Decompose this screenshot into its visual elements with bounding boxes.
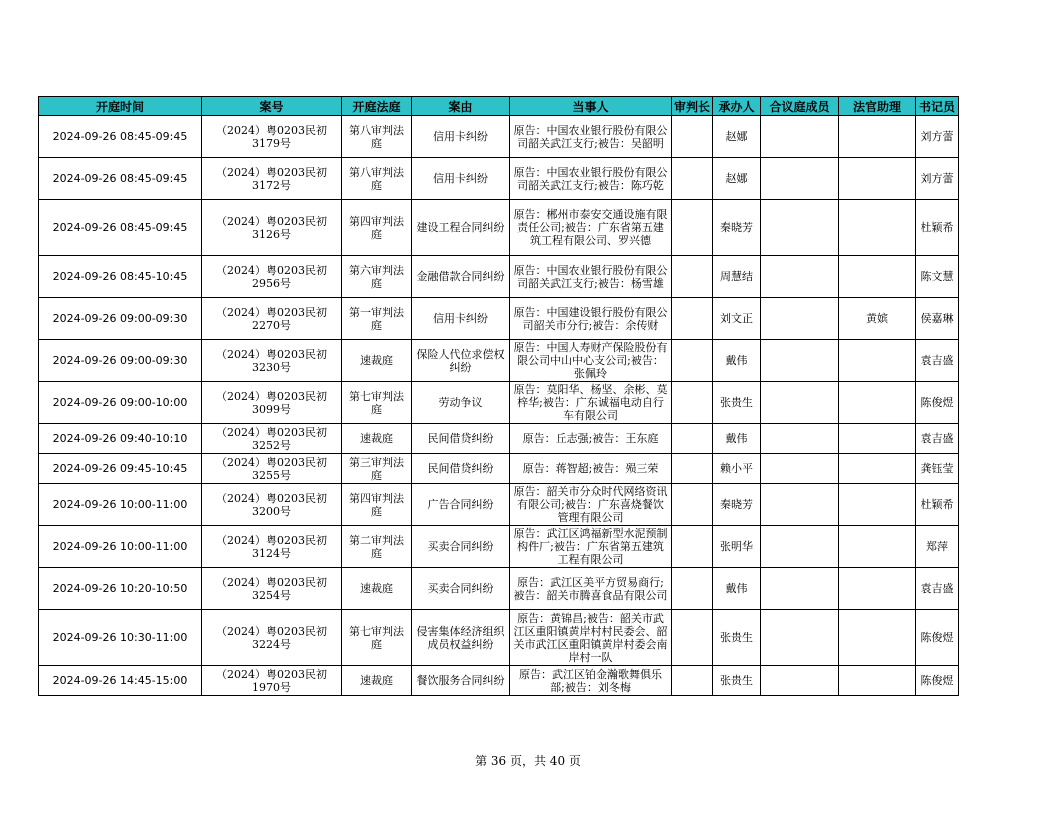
header-handler: 承办人 [713, 97, 761, 116]
cell-hearing-time: 2024-09-26 08:45-09:45 [39, 158, 202, 200]
cell-hearing-time: 2024-09-26 08:45-09:45 [39, 200, 202, 256]
cell-case-number: （2024）粤0203民初3255号 [202, 454, 342, 484]
cell-courtroom: 速裁庭 [342, 424, 412, 454]
cell-panel-members [761, 382, 839, 424]
cell-courtroom: 第八审判法庭 [342, 116, 412, 158]
cell-hearing-time: 2024-09-26 09:00-09:30 [39, 340, 202, 382]
cell-judge-assistant [839, 454, 916, 484]
cell-cause: 买卖合同纠纷 [412, 568, 510, 610]
cell-courtroom: 第四审判法庭 [342, 200, 412, 256]
cell-parties: 原告：中国农业银行股份有限公司韶关武江支行;被告：吴韶明 [510, 116, 672, 158]
cell-judge-assistant [839, 256, 916, 298]
cell-chief-judge [672, 200, 713, 256]
cell-handler: 张贵生 [713, 610, 761, 666]
cell-clerk: 杜颖希 [916, 200, 959, 256]
cell-case-number: （2024）粤0203民初3224号 [202, 610, 342, 666]
cell-cause: 民间借贷纠纷 [412, 424, 510, 454]
cell-courtroom: 第三审判法庭 [342, 454, 412, 484]
cell-panel-members [761, 484, 839, 526]
header-parties: 当事人 [510, 97, 672, 116]
table-header-row [39, 97, 959, 116]
cell-judge-assistant [839, 484, 916, 526]
cell-handler: 张贵生 [713, 382, 761, 424]
cell-panel-members [761, 610, 839, 666]
cell-case-number: （2024）粤0203民初3230号 [202, 340, 342, 382]
cell-handler: 张贵生 [713, 666, 761, 696]
cell-handler: 赵娜 [713, 116, 761, 158]
cell-parties: 原告：丘志强;被告：王东庭 [510, 424, 672, 454]
cell-clerk: 侯嘉琳 [916, 298, 959, 340]
table-row [39, 298, 959, 340]
cell-cause: 信用卡纠纷 [412, 298, 510, 340]
cell-judge-assistant [839, 526, 916, 568]
cell-panel-members [761, 666, 839, 696]
cell-hearing-time: 2024-09-26 14:45-15:00 [39, 666, 202, 696]
header-case-number: 案号 [202, 97, 342, 116]
cell-clerk: 刘方蕾 [916, 158, 959, 200]
table-row [39, 568, 959, 610]
cell-panel-members [761, 340, 839, 382]
cell-parties: 原告：武江区鸿福新型水泥预制构件厂;被告：广东省第五建筑工程有限公司 [510, 526, 672, 568]
cell-panel-members [761, 526, 839, 568]
cell-case-number: （2024）粤0203民初2956号 [202, 256, 342, 298]
table-row [39, 610, 959, 666]
cell-courtroom: 速裁庭 [342, 568, 412, 610]
cell-parties: 原告：莫阳华、杨坚、余彬、莫梓华;被告：广东诚福电动自行车有限公司 [510, 382, 672, 424]
cell-handler: 张明华 [713, 526, 761, 568]
cell-handler: 戴伟 [713, 568, 761, 610]
cell-courtroom: 第八审判法庭 [342, 158, 412, 200]
cell-cause: 建设工程合同纠纷 [412, 200, 510, 256]
cell-handler: 周慧结 [713, 256, 761, 298]
cell-case-number: （2024）粤0203民初2270号 [202, 298, 342, 340]
cell-chief-judge [672, 568, 713, 610]
cell-courtroom: 第六审判法庭 [342, 256, 412, 298]
cell-chief-judge [672, 454, 713, 484]
cell-panel-members [761, 158, 839, 200]
cell-clerk: 杜颖希 [916, 484, 959, 526]
table-row [39, 666, 959, 696]
cell-case-number: （2024）粤0203民初1970号 [202, 666, 342, 696]
table-row [39, 158, 959, 200]
cell-cause: 劳动争议 [412, 382, 510, 424]
cell-case-number: （2024）粤0203民初3099号 [202, 382, 342, 424]
header-courtroom: 开庭法庭 [342, 97, 412, 116]
cell-clerk: 陈俊煜 [916, 610, 959, 666]
cell-parties: 原告：黄锦昌;被告：韶关市武江区重阳镇黄岸村村民委会、韶关市武江区重阳镇黄岸村委会南岸村一队 [510, 610, 672, 666]
cell-chief-judge [672, 666, 713, 696]
cell-panel-members [761, 116, 839, 158]
cell-clerk: 刘方蕾 [916, 116, 959, 158]
cell-chief-judge [672, 382, 713, 424]
cell-hearing-time: 2024-09-26 09:00-10:00 [39, 382, 202, 424]
cell-case-number: （2024）粤0203民初3254号 [202, 568, 342, 610]
cell-judge-assistant [839, 610, 916, 666]
cell-clerk: 陈俊煜 [916, 666, 959, 696]
cell-handler: 刘文正 [713, 298, 761, 340]
cell-handler: 秦晓芳 [713, 200, 761, 256]
cell-judge-assistant: 黄嫔 [839, 298, 916, 340]
cell-clerk: 郑萍 [916, 526, 959, 568]
cell-cause: 餐饮服务合同纠纷 [412, 666, 510, 696]
cell-parties: 原告：武江区美平方贸易商行;被告：韶关市腾喜食品有限公司 [510, 568, 672, 610]
cell-parties: 原告：韶关市分众时代网络资讯有限公司;被告：广东喜烧餐饮管理有限公司 [510, 484, 672, 526]
cell-clerk: 袁吉盛 [916, 424, 959, 454]
table-row [39, 454, 959, 484]
cell-parties: 原告：郴州市泰安交通设施有限责任公司;被告：广东省第五建筑工程有限公司、罗兴德 [510, 200, 672, 256]
cell-parties: 原告：蒋智超;被告：殒三荣 [510, 454, 672, 484]
cell-hearing-time: 2024-09-26 09:00-09:30 [39, 298, 202, 340]
hearing-schedule-table [38, 96, 959, 696]
cell-cause: 金融借款合同纠纷 [412, 256, 510, 298]
table-row [39, 256, 959, 298]
table-row [39, 200, 959, 256]
cell-case-number: （2024）粤0203民初3179号 [202, 116, 342, 158]
cell-chief-judge [672, 298, 713, 340]
cell-panel-members [761, 298, 839, 340]
table-row [39, 484, 959, 526]
cell-hearing-time: 2024-09-26 09:40-10:10 [39, 424, 202, 454]
header-chief-judge: 审判长 [672, 97, 713, 116]
table-row [39, 340, 959, 382]
cell-hearing-time: 2024-09-26 10:30-11:00 [39, 610, 202, 666]
cell-chief-judge [672, 484, 713, 526]
table-row [39, 526, 959, 568]
cell-case-number: （2024）粤0203民初3252号 [202, 424, 342, 454]
cell-cause: 民间借贷纠纷 [412, 454, 510, 484]
cell-courtroom: 速裁庭 [342, 666, 412, 696]
cell-handler: 戴伟 [713, 424, 761, 454]
cell-chief-judge [672, 424, 713, 454]
cell-chief-judge [672, 158, 713, 200]
header-clerk: 书记员 [916, 97, 959, 116]
cell-parties: 原告：武江区铂金瀚歌舞俱乐部;被告：刘冬梅 [510, 666, 672, 696]
cell-clerk: 袁吉盛 [916, 340, 959, 382]
cell-cause: 侵害集体经济组织成员权益纠纷 [412, 610, 510, 666]
table-row [39, 116, 959, 158]
cell-judge-assistant [839, 568, 916, 610]
cell-hearing-time: 2024-09-26 10:00-11:00 [39, 484, 202, 526]
cell-clerk: 陈俊煜 [916, 382, 959, 424]
cell-chief-judge [672, 610, 713, 666]
cell-hearing-time: 2024-09-26 09:45-10:45 [39, 454, 202, 484]
cell-cause: 信用卡纠纷 [412, 158, 510, 200]
cell-chief-judge [672, 526, 713, 568]
cell-hearing-time: 2024-09-26 08:45-09:45 [39, 116, 202, 158]
cell-judge-assistant [839, 158, 916, 200]
header-hearing-time: 开庭时间 [39, 97, 202, 116]
cell-hearing-time: 2024-09-26 10:00-11:00 [39, 526, 202, 568]
cell-handler: 赵娜 [713, 158, 761, 200]
header-judge-assistant: 法官助理 [839, 97, 916, 116]
cell-chief-judge [672, 256, 713, 298]
cell-judge-assistant [839, 424, 916, 454]
cell-hearing-time: 2024-09-26 10:20-10:50 [39, 568, 202, 610]
table-body [39, 116, 959, 696]
header-cause: 案由 [412, 97, 510, 116]
table-row [39, 424, 959, 454]
cell-parties: 原告：中国建设银行股份有限公司韶关市分行;被告：余传财 [510, 298, 672, 340]
cell-courtroom: 第七审判法庭 [342, 382, 412, 424]
cell-parties: 原告：中国人寿财产保险股份有限公司中山中心支公司;被告：张佩玲 [510, 340, 672, 382]
cell-judge-assistant [839, 382, 916, 424]
cell-clerk: 龚钰莹 [916, 454, 959, 484]
cell-courtroom: 速裁庭 [342, 340, 412, 382]
page-footer: 第 36 页，共 40 页 [475, 754, 581, 768]
cell-cause: 买卖合同纠纷 [412, 526, 510, 568]
cell-cause: 广告合同纠纷 [412, 484, 510, 526]
cell-panel-members [761, 256, 839, 298]
cell-clerk: 袁吉盛 [916, 568, 959, 610]
cell-clerk: 陈文慧 [916, 256, 959, 298]
cell-courtroom: 第四审判法庭 [342, 484, 412, 526]
cell-courtroom: 第二审判法庭 [342, 526, 412, 568]
cell-case-number: （2024）粤0203民初3200号 [202, 484, 342, 526]
cell-parties: 原告：中国农业银行股份有限公司韶关武江支行;被告：陈巧乾 [510, 158, 672, 200]
cell-courtroom: 第七审判法庭 [342, 610, 412, 666]
cell-case-number: （2024）粤0203民初3126号 [202, 200, 342, 256]
cell-case-number: （2024）粤0203民初3124号 [202, 526, 342, 568]
cell-handler: 戴伟 [713, 340, 761, 382]
cell-courtroom: 第一审判法庭 [342, 298, 412, 340]
cell-chief-judge [672, 116, 713, 158]
table-row [39, 382, 959, 424]
cell-cause: 保险人代位求偿权纠纷 [412, 340, 510, 382]
cell-chief-judge [672, 340, 713, 382]
cell-judge-assistant [839, 116, 916, 158]
cell-parties: 原告：中国农业银行股份有限公司韶关武江支行;被告：杨雪雄 [510, 256, 672, 298]
cell-judge-assistant [839, 200, 916, 256]
header-panel-members: 合议庭成员 [761, 97, 839, 116]
cell-judge-assistant [839, 666, 916, 696]
cell-panel-members [761, 424, 839, 454]
cell-judge-assistant [839, 340, 916, 382]
cell-hearing-time: 2024-09-26 08:45-10:45 [39, 256, 202, 298]
cell-panel-members [761, 454, 839, 484]
cell-case-number: （2024）粤0203民初3172号 [202, 158, 342, 200]
cell-handler: 赖小平 [713, 454, 761, 484]
cell-panel-members [761, 200, 839, 256]
cell-handler: 秦晓芳 [713, 484, 761, 526]
cell-cause: 信用卡纠纷 [412, 116, 510, 158]
cell-panel-members [761, 568, 839, 610]
